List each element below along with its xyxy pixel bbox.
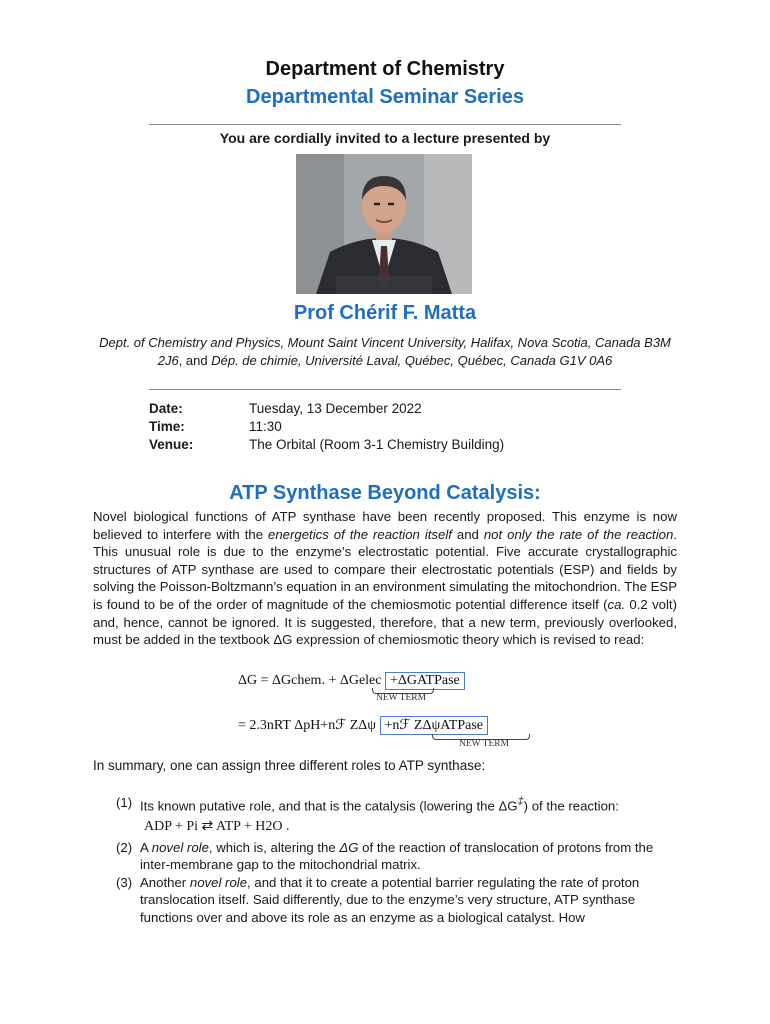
roles-list — [116, 794, 678, 927]
list-item — [116, 794, 678, 839]
list-item — [116, 874, 678, 927]
affiliation-connector: , and — [178, 353, 212, 368]
new-term-label-2: NEW TERM — [459, 739, 510, 749]
item-text: of the reaction of translocation of protons from the inter-membrane gap to the mitochondrial matrix. — [140, 839, 654, 873]
item-emphasis: novel role — [189, 874, 248, 890]
equation-2-new-term: +nℱ ZΔψATPase — [380, 716, 489, 735]
item-text: , which is, altering the — [208, 839, 340, 855]
date-label: Date: — [149, 401, 183, 416]
time-label: Time: — [149, 419, 185, 434]
date-row — [149, 400, 504, 418]
abstract-paragraph — [93, 508, 677, 649]
abstract-text: . This unusual role is due to the enzyme’s electrostatic potential. Five accurate crystallographic structures of ATP synthase are used to compare their electrostatic potentials (ESP) and fields by solving the Poisson-Boltzmann’s equation in an environment simulating the mitochondrion. The ESP is found to be of the order of magnitude of the chemiosmotic potential difference itself ( — [93, 526, 677, 612]
affiliation-primary: Dept. of Chemistry and Physics, Mount Saint Vincent University, Halifax, Nova Scotia, Canada B3M 2J6 — [99, 335, 671, 368]
speaker-name: Prof Chérif F. Matta — [293, 302, 477, 324]
equation-1-new-term: +ΔGATPase — [385, 672, 465, 690]
item-emphasis: novel role — [151, 839, 209, 855]
invitation-line: You are cordially invited to a lecture presented by — [219, 130, 551, 146]
abstract-emphasis: energetics of the reaction itself — [267, 526, 452, 542]
item-text: ) of the reaction: — [523, 798, 619, 814]
equation-line-2 — [238, 716, 488, 735]
venue-value: The Orbital (Room 3-1 Chemistry Building) — [249, 437, 505, 452]
list-number: (3) — [116, 874, 133, 890]
speaker-photo — [296, 154, 472, 294]
abstract-text: Novel biological functions of ATP synthase have been recently proposed. This enzyme is now believed to interfere with the — [93, 509, 677, 542]
seminar-series-heading: Departmental Seminar Series — [246, 86, 524, 108]
department-heading: Department of Chemistry — [265, 58, 505, 80]
affiliation-secondary: Dép. de chimie, Université Laval, Québec, Québec, Canada G1V 0A6 — [211, 353, 613, 368]
date-value: Tuesday, 13 December 2022 — [249, 401, 422, 416]
summary-intro: In summary, one can assign three different roles to ATP synthase: — [93, 758, 486, 773]
item-text: A — [140, 839, 152, 855]
time-row — [149, 418, 504, 436]
equation-2-main: = 2.3nRT ΔpH+nℱ ZΔψ — [238, 718, 377, 733]
item-text: Another — [140, 874, 190, 890]
item-emphasis: ΔG — [339, 839, 359, 855]
list-item-text — [140, 874, 678, 927]
talk-title: ATP Synthase Beyond Catalysis: — [229, 482, 541, 504]
list-number: (2) — [116, 839, 133, 855]
list-item-text — [140, 839, 678, 874]
reaction-equation: ADP + Pi ⇄ ATP + H2O . — [144, 818, 290, 834]
list-item — [116, 839, 678, 874]
event-details — [149, 400, 504, 454]
item-text: Its known putative role, and that is the catalysis (lowering the ΔG — [140, 798, 518, 814]
list-number: (1) — [116, 795, 133, 810]
abstract-text: and — [451, 526, 484, 542]
venue-label: Venue: — [149, 437, 194, 452]
venue-row — [149, 436, 504, 454]
time-value: 11:30 — [249, 419, 282, 434]
abstract-emphasis: ca. — [607, 596, 626, 612]
item-text: , and that it to create a potential barrier regulating the rate of proton translocation itself. Said differently, due to the enzyme’s very structure, ATP synthase functions over and above its role as an enzyme as a biological catalyst. How — [140, 874, 640, 925]
abstract-emphasis: not only the rate of the reaction — [483, 526, 674, 542]
divider-top — [149, 124, 621, 125]
speaker-affiliation — [95, 334, 675, 370]
abstract-text: 0.2 volt) and, hence, cannot be ignored. It is suggested, therefore, that a new term, previously overlooked, must be added in the textbook ΔG expression of chemiosmotic theory which is revised to read: — [93, 596, 677, 648]
new-term-label-1: NEW TERM — [376, 693, 427, 703]
double-dagger-superscript: ‡ — [517, 796, 524, 808]
list-item-text — [140, 794, 678, 839]
equation-1-main: ΔG = ΔGchem. + ΔGelec — [238, 673, 382, 688]
divider-middle — [149, 389, 621, 390]
